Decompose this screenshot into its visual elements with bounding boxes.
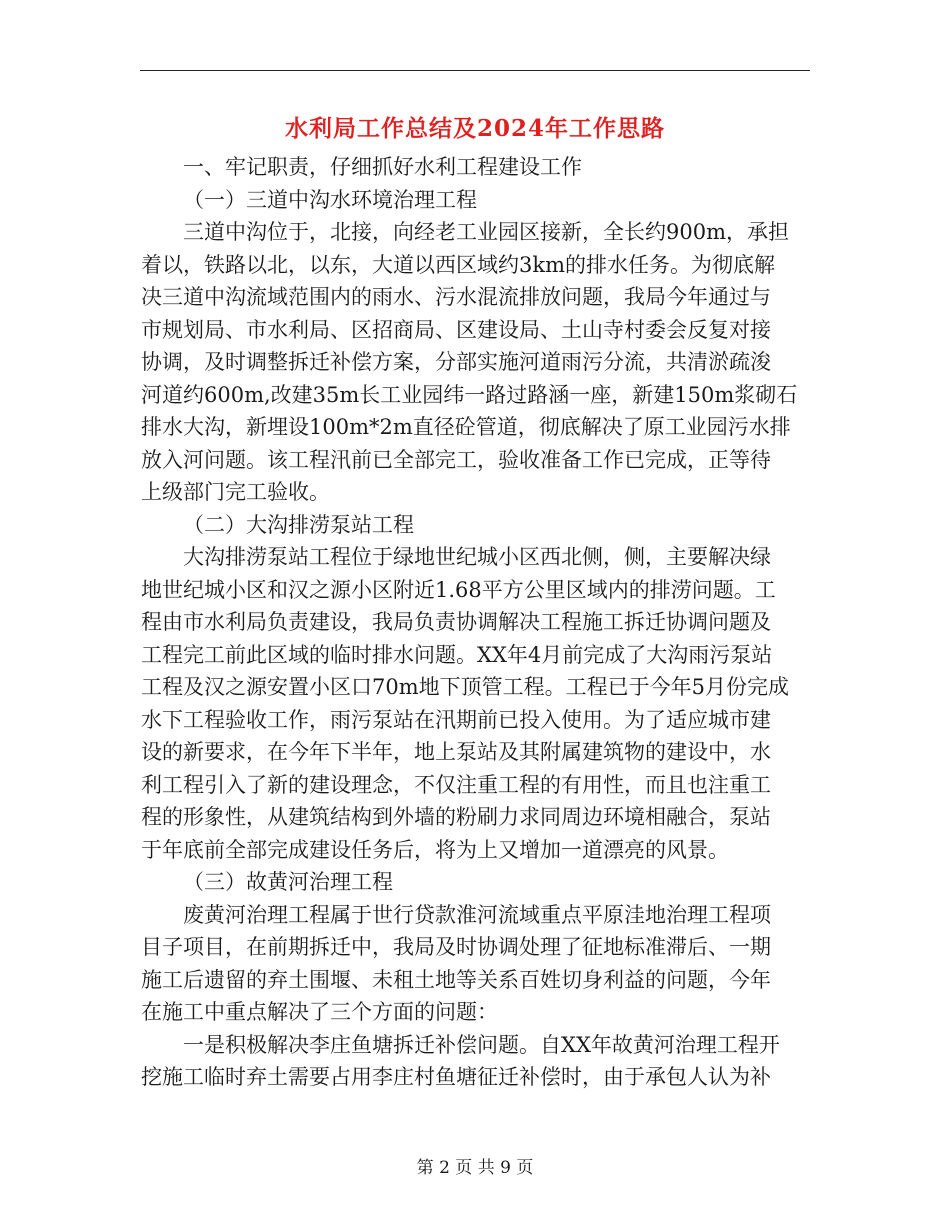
paragraph-line: 上级部门完工验收。 bbox=[141, 480, 330, 504]
paragraph-line: 一是积极解决李庄鱼塘拆迁补偿问题。自XX年故黄河治理工程开 bbox=[183, 1032, 780, 1057]
paragraph-line: 排水大沟，新埋设100m*2m直径砼管道，彻底解决了原工业园污水排 bbox=[141, 415, 791, 439]
paragraph-line: 程由市水利局负责建设，我局负责协调解决工程施工拆迁协调问题及 bbox=[141, 610, 771, 634]
page-number-footer: 第 2 页 共 9 页 bbox=[416, 1158, 534, 1178]
paragraph-line: 河道约600m,改建35m长工业园纬一路过路涵一座，新建150m浆砌石 bbox=[141, 382, 798, 407]
paragraph-line: 工程完工前此区域的临时排水问题。XX年4月前完成了大沟雨污泵站 bbox=[141, 642, 773, 667]
document-title: 水利局工作总结及2024年工作思路 bbox=[284, 115, 665, 142]
paragraph-line: 市规划局、市水利局、区招商局、区建设局、土山寺村委会反复对接 bbox=[141, 317, 771, 342]
paragraph-line: 目子项目，在前期拆迁中，我局及时协调处理了征地标准滞后、一期 bbox=[141, 935, 771, 959]
paragraph-line: 大沟排涝泵站工程位于绿地世纪城小区西北侧，侧，主要解决绿 bbox=[183, 545, 771, 569]
paragraph-line: 着以，铁路以北，以东，大道以西区域约3km的排水任务。为彻底解 bbox=[141, 252, 775, 277]
paragraph-line: 挖施工临时弃土需要占用李庄村鱼塘征迁补偿时，由于承包人认为补 bbox=[141, 1065, 771, 1089]
paragraph-line: 水下工程验收工作，雨污泵站在汛期前已投入使用。为了适应城市建 bbox=[141, 707, 771, 732]
paragraph-line: 于年底前全部完成建设任务后，将为上又增加一道漂亮的风景。 bbox=[141, 837, 729, 862]
paragraph-line: 地世纪城小区和汉之源小区附近1.68平方公里区域内的排涝问题。工 bbox=[141, 577, 776, 602]
subsection-heading: （三）故黄河治理工程 bbox=[183, 870, 393, 894]
paragraph-line: 施工后遗留的弃土围堰、未租土地等关系百姓切身利益的问题，今年 bbox=[141, 967, 771, 992]
document-body bbox=[141, 151, 811, 1094]
subsection-heading: （二）大沟排涝泵站工程 bbox=[183, 512, 414, 537]
paragraph-line: 程的形象性，从建筑结构到外墙的粉刷力求同周边环境相融合，泵站 bbox=[141, 805, 771, 829]
paragraph-line: 利工程引入了新的建设理念，不仅注重工程的有用性，而且也注重工 bbox=[141, 772, 771, 797]
paragraph-line: 放入河问题。该工程汛前已全部完工，验收准备工作已完成，正等待 bbox=[141, 447, 771, 472]
paragraph-line: 废黄河治理工程属于世行贷款淮河流域重点平原洼地治理工程项 bbox=[183, 902, 771, 927]
paragraph-line: 协调，及时调整拆迁补偿方案，分部实施河道雨污分流，共清淤疏浚 bbox=[141, 350, 771, 374]
section-heading: 一、牢记职责，仔细抓好水利工程建设工作 bbox=[183, 155, 582, 179]
paragraph-line: 三道中沟位于，北接，向经老工业园区接新，全长约900m，承担 bbox=[183, 220, 789, 244]
paragraph-line: 工程及汉之源安置小区口70m地下顶管工程。工程已于今年5月份完成 bbox=[141, 675, 789, 699]
subsection-heading: （一）三道中沟水环境治理工程 bbox=[183, 187, 477, 212]
paragraph-line: 在施工中重点解决了三个方面的问题： bbox=[141, 1000, 498, 1024]
paragraph-line: 设的新要求，在今年下半年，地上泵站及其附属建筑物的建设中，水 bbox=[141, 740, 771, 764]
paragraph-line: 决三道中沟流域范围内的雨水、污水混流排放问题，我局今年通过与 bbox=[141, 285, 771, 309]
header-rule bbox=[140, 70, 810, 71]
